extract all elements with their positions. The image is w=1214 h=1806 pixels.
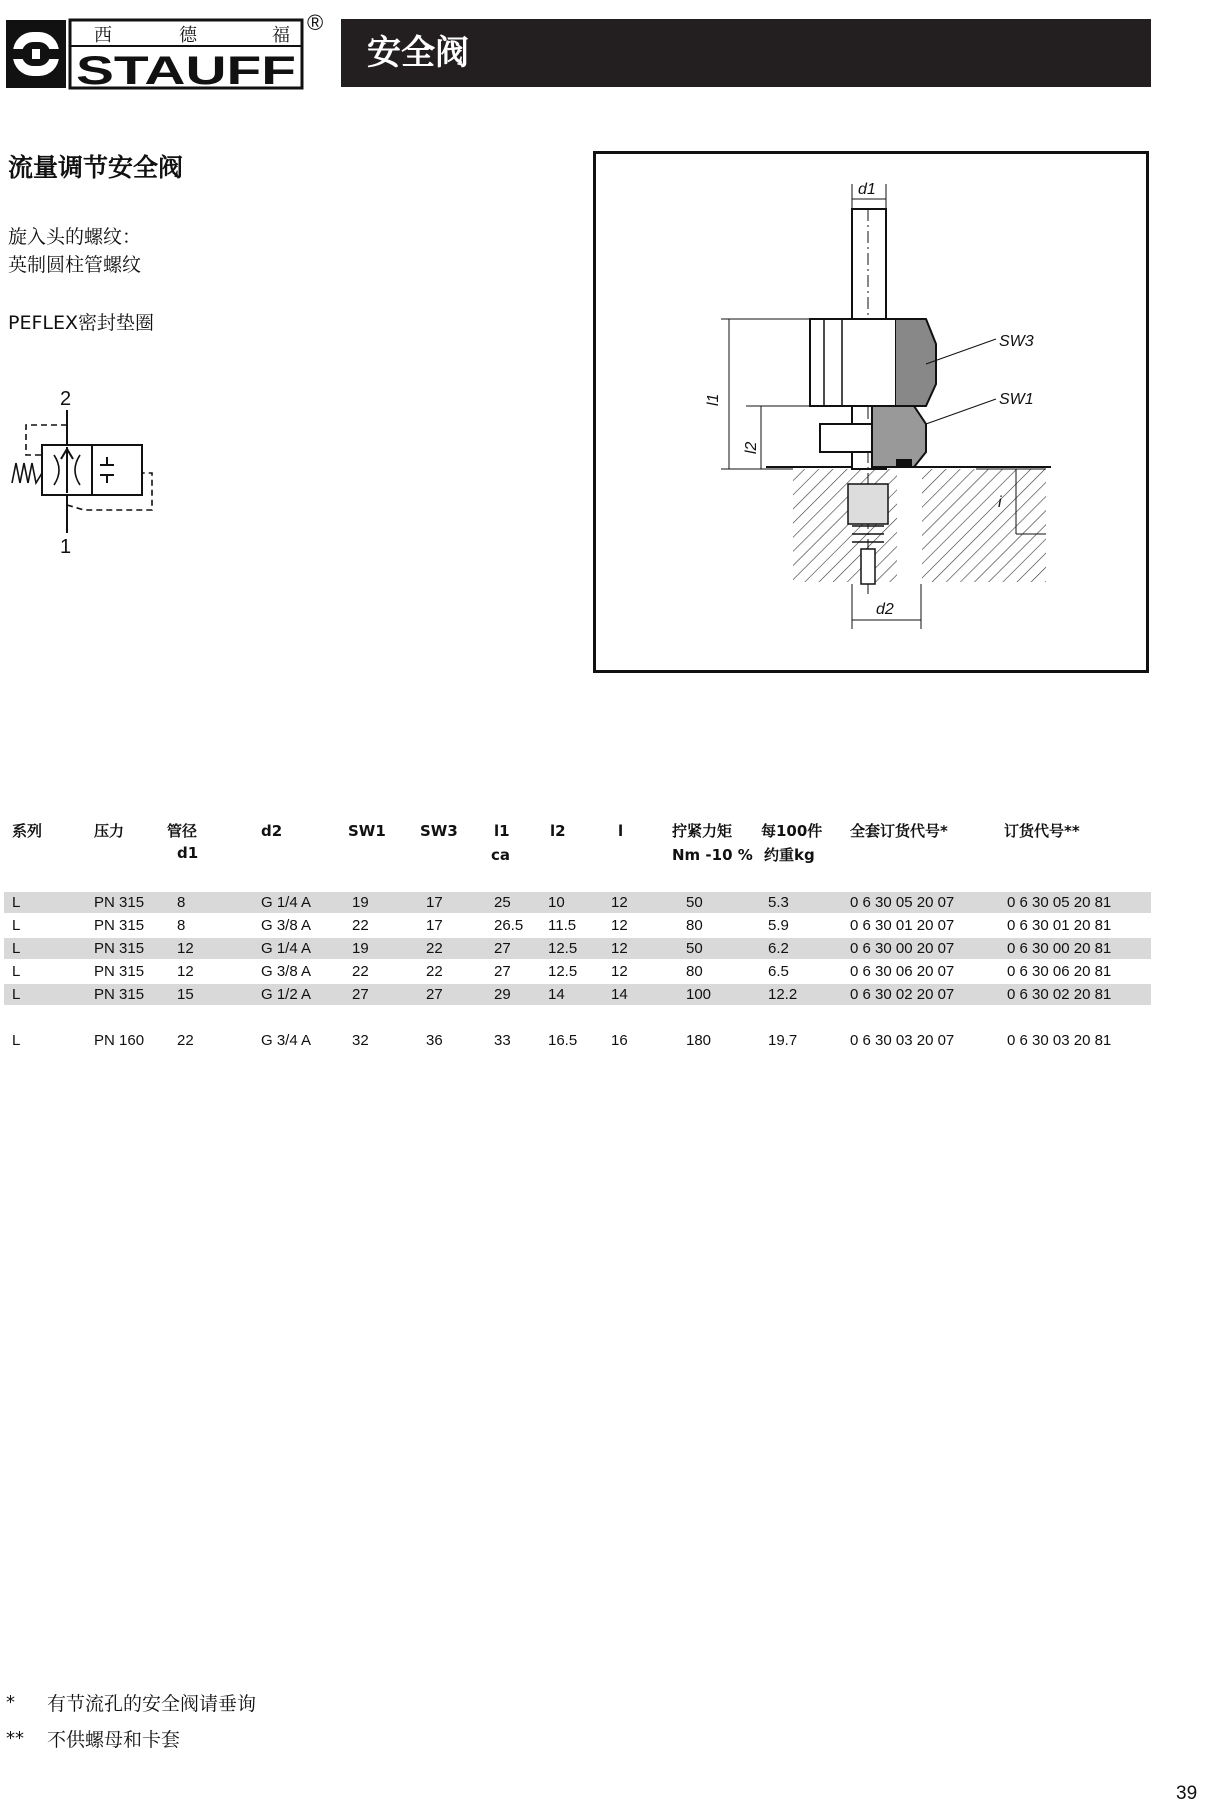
page-title: 安全阀 <box>341 19 1151 87</box>
header-order-code: 订货代号** <box>1004 822 1080 840</box>
cell-torque: 50 <box>686 940 703 957</box>
cell-l: 12 <box>611 940 628 957</box>
cell-pressure: PN 315 <box>94 894 145 911</box>
table-row <box>4 892 1151 913</box>
header-tube: 管径 <box>167 822 198 840</box>
cell-full-order: 0 6 30 00 20 07 <box>850 940 955 957</box>
footnote-1-text: 有节流孔的安全阀请垂询 <box>47 1693 257 1715</box>
cell-series: L <box>12 963 21 980</box>
cell-d2: G 3/4 A <box>261 1032 312 1049</box>
table-row <box>4 915 1151 936</box>
cell-l: 12 <box>611 917 628 934</box>
cell-torque: 50 <box>686 894 703 911</box>
cell-tube: 22 <box>177 1032 194 1049</box>
header-l1-ca: ca <box>491 846 511 864</box>
header-weight-unit: 约重kg <box>764 846 815 864</box>
header-full-order-code: 全套订货代号* <box>850 822 948 840</box>
cell-sw1: 22 <box>352 917 369 934</box>
cell-weight: 19.7 <box>768 1032 798 1049</box>
cell-sw3: 22 <box>426 963 443 980</box>
cell-weight: 5.3 <box>768 894 789 911</box>
label-sw3: SW3 <box>999 333 1034 350</box>
cell-l1: 26.5 <box>494 917 524 934</box>
cell-weight: 6.2 <box>768 940 789 957</box>
cell-full-order: 0 6 30 05 20 07 <box>850 894 955 911</box>
cell-tube: 8 <box>177 894 186 911</box>
cell-torque: 100 <box>686 986 712 1003</box>
cell-l2: 16.5 <box>548 1032 578 1049</box>
page-number: 39 <box>1176 1783 1198 1804</box>
cell-order: 0 6 30 02 20 81 <box>1007 986 1112 1003</box>
header-d2: d2 <box>261 822 283 840</box>
cell-l2: 12.5 <box>548 963 578 980</box>
header-sw1: SW1 <box>348 822 386 840</box>
table-row <box>4 984 1151 1005</box>
cell-d2: G 3/8 A <box>261 963 312 980</box>
footnote-2-text: 不供螺母和卡套 <box>47 1729 181 1751</box>
dim-l1: l1 <box>705 393 722 406</box>
dim-d2: d2 <box>876 601 894 618</box>
product-title: 流量调节安全阀 <box>8 153 184 182</box>
cell-d2: G 1/4 A <box>261 940 312 957</box>
cell-l1: 33 <box>494 1032 511 1049</box>
cell-full-order: 0 6 30 06 20 07 <box>850 963 955 980</box>
thread-value: 英制圆柱管螺纹 <box>8 254 142 276</box>
cell-l1: 27 <box>494 940 511 957</box>
logo-cn-char-1: 西 <box>94 25 112 46</box>
cell-pressure: PN 315 <box>94 986 145 1003</box>
cell-sw1: 22 <box>352 963 369 980</box>
footnote-1-mark: * <box>6 1692 15 1713</box>
cell-series: L <box>12 940 21 957</box>
cell-sw3: 17 <box>426 917 443 934</box>
cell-order: 0 6 30 00 20 81 <box>1007 940 1112 957</box>
cell-l2: 11.5 <box>548 917 577 934</box>
header-pressure: 压力 <box>94 822 125 840</box>
cell-order: 0 6 30 05 20 81 <box>1007 894 1112 911</box>
cell-order: 0 6 30 03 20 81 <box>1007 1032 1112 1049</box>
cell-sw3: 17 <box>426 894 443 911</box>
dim-d1: d1 <box>858 181 876 198</box>
technical-drawing-frame <box>593 151 1149 673</box>
header-l1: l1 <box>494 822 510 840</box>
header-weight: 每100件 <box>761 822 823 840</box>
dim-i: i <box>998 494 1002 511</box>
cell-sw1: 19 <box>352 894 369 911</box>
cell-sw3: 27 <box>426 986 443 1003</box>
header-torque: 拧紧力矩 <box>672 822 733 840</box>
header-series: 系列 <box>12 822 43 840</box>
thread-label: 旋入头的螺纹： <box>8 226 142 248</box>
cell-series: L <box>12 1032 21 1049</box>
cell-torque: 180 <box>686 1032 712 1049</box>
cell-weight: 12.2 <box>768 986 798 1003</box>
logo-cn-char-3: 福 <box>272 25 290 46</box>
stauff-logo <box>4 18 304 90</box>
table-row <box>4 961 1151 982</box>
header-torque-unit: Nm -10 % <box>672 846 753 864</box>
cell-pressure: PN 315 <box>94 917 145 934</box>
technical-drawing <box>596 154 1146 670</box>
cell-full-order: 0 6 30 02 20 07 <box>850 986 955 1003</box>
symbol-port-2: 2 <box>60 388 72 410</box>
cell-torque: 80 <box>686 963 703 980</box>
table-row <box>4 938 1151 959</box>
cell-order: 0 6 30 01 20 81 <box>1007 917 1112 934</box>
symbol-port-1: 1 <box>60 536 72 555</box>
seal-label: PEFLEX密封垫圈 <box>8 312 154 334</box>
cell-weight: 6.5 <box>768 963 789 980</box>
label-sw1: SW1 <box>999 391 1034 408</box>
cell-sw1: 19 <box>352 940 369 957</box>
cell-sw1: 32 <box>352 1032 369 1049</box>
cell-tube: 12 <box>177 940 194 957</box>
cell-weight: 5.9 <box>768 917 789 934</box>
cell-sw3: 22 <box>426 940 443 957</box>
cell-l1: 29 <box>494 986 511 1003</box>
header-tube-d1: d1 <box>177 844 199 862</box>
cell-order: 0 6 30 06 20 81 <box>1007 963 1112 980</box>
cell-l: 16 <box>611 1032 628 1049</box>
dim-l2: l2 <box>743 441 760 454</box>
cell-tube: 12 <box>177 963 194 980</box>
cell-l2: 14 <box>548 986 565 1003</box>
cell-tube: 15 <box>177 986 194 1003</box>
cell-l: 12 <box>611 894 628 911</box>
cell-d2: G 1/4 A <box>261 894 312 911</box>
header-sw3: SW3 <box>420 822 458 840</box>
cell-d2: G 1/2 A <box>261 986 312 1003</box>
cell-full-order: 0 6 30 03 20 07 <box>850 1032 955 1049</box>
table-row <box>4 1030 1151 1051</box>
registered-mark: ® <box>307 10 324 35</box>
cell-pressure: PN 160 <box>94 1032 145 1049</box>
cell-sw1: 27 <box>352 986 369 1003</box>
cell-tube: 8 <box>177 917 186 934</box>
cell-l: 12 <box>611 963 628 980</box>
hydraulic-symbol <box>4 385 164 555</box>
cell-sw3: 36 <box>426 1032 443 1049</box>
cell-full-order: 0 6 30 01 20 07 <box>850 917 955 934</box>
cell-l2: 12.5 <box>548 940 578 957</box>
cell-series: L <box>12 986 21 1003</box>
cell-d2: G 3/8 A <box>261 917 312 934</box>
cell-l2: 10 <box>548 894 565 911</box>
cell-pressure: PN 315 <box>94 940 145 957</box>
header-l: l <box>618 822 624 840</box>
cell-pressure: PN 315 <box>94 963 145 980</box>
logo-wordmark: STAUFF <box>76 49 296 90</box>
cell-l1: 25 <box>494 894 511 911</box>
cell-series: L <box>12 894 21 911</box>
cell-series: L <box>12 917 21 934</box>
cell-torque: 80 <box>686 917 703 934</box>
cell-l1: 27 <box>494 963 511 980</box>
logo-cn-char-2: 德 <box>179 25 197 46</box>
cell-l: 14 <box>611 986 628 1003</box>
footnote-2-mark: ** <box>6 1728 24 1749</box>
header-l2: l2 <box>550 822 566 840</box>
